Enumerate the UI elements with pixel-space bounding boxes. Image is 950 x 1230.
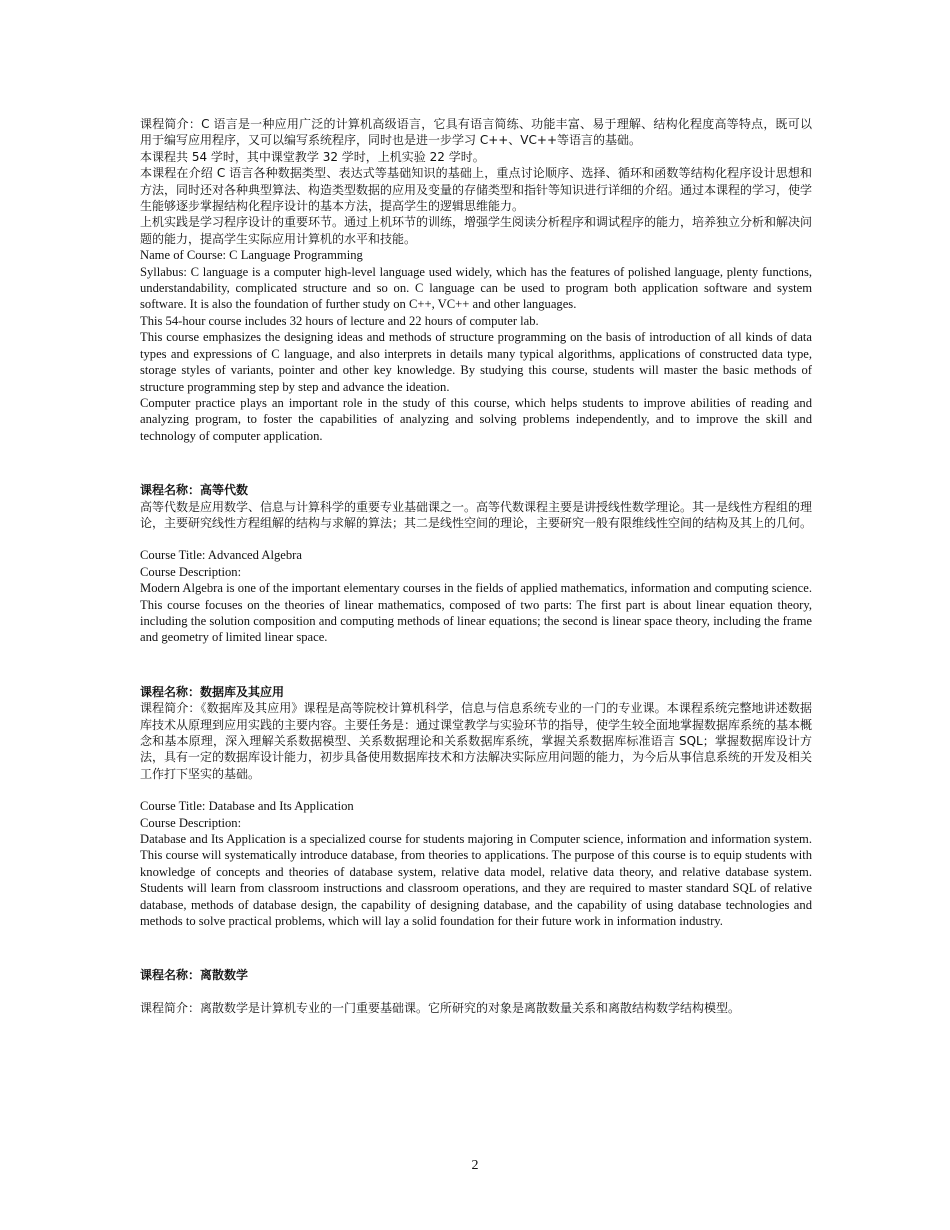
database-zh-desc: 课程简介：《数据库及其应用》课程是高等院校计算机科学，信息与信息系统专业的一门的专业课。本课程系统完整地讲述数据库技术从原理到应用实践的主要内容。主要任务是：通过课堂教学与实验环节的指导，使学生较全面地掌握数据库系统的基本概念和基本原理，深入理解关系数据模型、关系数据理论和关系数据库系统，掌握关系数据库标准语言 SQL；掌握数据库设计方法，具有一定的数据库设计能力，初步具备使用数据库技术和方法解决实际应用问题的能力，为今后从事信息系统的开发及相关工作打下坚实的基础。 xyxy=(140,701,813,781)
database-section xyxy=(140,684,812,930)
algebra-zh-desc: 高等代数是应用数学、信息与计算科学的重要专业基础课之一。高等代数课程主要是讲授线性数学理论。其一是线性方程组的理论，主要研究线性方程组解的结构与求解的算法；其二是线性空间的理论，主要研究一般有限维线性空间的结构及其上的几何。 xyxy=(140,499,813,530)
c-zh-intro: 课程简介：C 语言是一种应用广泛的计算机高级语言，它具有语言简练、功能丰富、易于理解、结构化程度高等特点，既可以用于编写应用程序，又可以编写系统程序，同时也是进一步学习 C++、VC++等语言的基础。 xyxy=(140,117,812,148)
c-en-hours: This 54-hour course includes 32 hours of lecture and 22 hours of computer lab. xyxy=(140,313,539,328)
c-zh-hours: 本课程共 54 学时，其中课堂教学 32 学时，上机实验 22 学时。 xyxy=(140,149,485,164)
c-en-name: Name of Course: C Language Programming xyxy=(140,248,363,263)
database-zh-title: 课程名称：数据库及其应用 xyxy=(140,684,285,699)
database-en-desc: Database and Its Application is a specialized course for students majoring in Computer science, information and information system. This course will systematically introduce database, from theories to applications. The purpose of this course is to equip students with knowledge of concepts and theories of database system, relative data model, relative data theory, and relative database system. Students will learn from classroom instructions and classroom operations, and they are required to master standard SQL of relative database, methods of database design, the capability of designing database, and the capability of using database technologies and methods to solve practical problems, which will lay a solid foundation for their future work in information industry. xyxy=(140,832,812,929)
discrete-section xyxy=(140,967,812,1016)
database-en-title: Course Title: Database and Its Application xyxy=(140,799,354,814)
discrete-zh-desc: 课程简介：离散数学是计算机专业的一门重要基础课。它所研究的对象是离散数量关系和离散结构数学结构模型。 xyxy=(140,1000,741,1015)
c-language-section xyxy=(140,116,812,444)
algebra-section xyxy=(140,482,812,646)
algebra-en-desc-label: Course Description: xyxy=(140,564,242,579)
algebra-en-title: Course Title: Advanced Algebra xyxy=(140,548,302,563)
page-number: 2 xyxy=(471,1158,479,1173)
database-en-desc-label: Course Description: xyxy=(140,815,242,830)
c-zh-practice: 上机实践是学习程序设计的重要环节。通过上机环节的训练，增强学生阅读分析程序和调试程序的能力，培养独立分析和解决问题的能力，提高学生实际应用计算机的水平和技能。 xyxy=(140,215,813,246)
c-en-syllabus: Syllabus: C language is a computer high-level language used widely, which has the features of polished language, plenty functions, understandability, complicated structure and so on. C language can be used to program both application software and system software. It is also the foundation of further study on C++, VC++ and other languages. xyxy=(140,264,812,312)
algebra-en-desc: Modern Algebra is one of the important elementary courses in the fields of applied mathematics, information and computing science. This course focuses on the theories of linear mathematics, composed of two parts: The first part is about linear equation theory, including the solution composition and computing methods of linear equations; the second is linear space theory, including the frame and geometry of limited linear space. xyxy=(140,581,812,645)
discrete-zh-title: 课程名称：离散数学 xyxy=(140,968,249,983)
c-en-content: This course emphasizes the designing ideas and methods of structure programming on the basis of introduction of all kinds of data types and expressions of C language, and also interprets in details many typical algorithms, applications of constructed data type, storage styles of variants, pointer and other key knowledge. By studying this course, students will master the basic methods of structure programming step by step and advance the ideation. xyxy=(140,330,812,394)
c-zh-content: 本课程在介绍 C 语言各种数据类型、表达式等基础知识的基础上，重点讨论顺序、选择、循环和函数等结构化程序设计思想和方法，同时还对各种典型算法、构造类型数据的应用及变量的存储类型和指针等知识进行详细的介绍。通过本课程的学习，使学生能够逐步掌握结构化程序设计的基本方法，提高学生的逻辑思维能力。 xyxy=(140,166,813,214)
c-en-practice: Computer practice plays an important role in the study of this course, which helps students to improve abilities of reading and analyzing program, to foster the capabilities of analyzing and solving problems independently, and to improve the skill and technology of computer application. xyxy=(140,395,812,443)
page-content xyxy=(140,116,812,1016)
algebra-zh-title: 课程名称：高等代数 xyxy=(140,483,249,498)
